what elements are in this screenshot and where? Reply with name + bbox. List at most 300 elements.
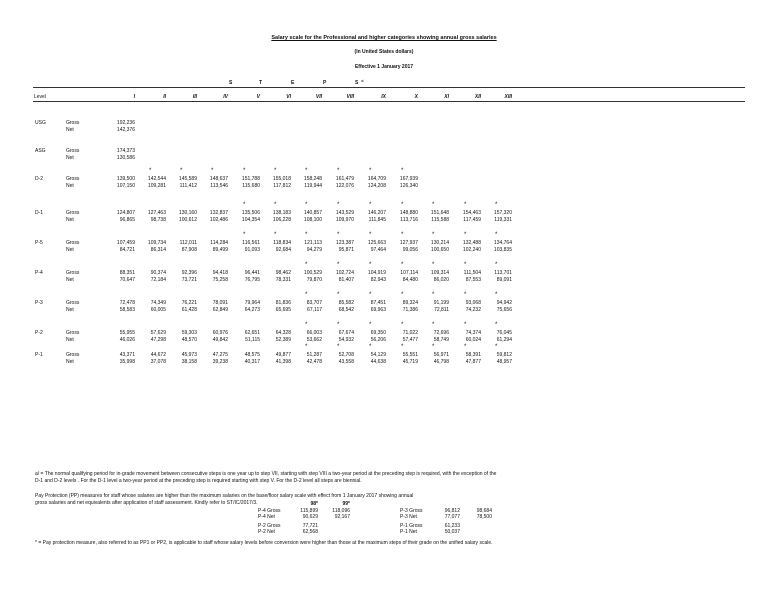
- net-label: Net: [66, 337, 74, 343]
- gross-salary-cell: 151,788: [241, 176, 260, 182]
- gross-salary-cell: 54,129: [370, 352, 386, 358]
- gross-salary-cell: 132,488: [462, 240, 481, 246]
- asterisk-marker: *: [432, 344, 435, 350]
- net-salary-cell: 56,206: [370, 337, 386, 343]
- pp-gross-cell: 115,899: [300, 508, 318, 514]
- asterisk-marker: *: [149, 168, 152, 174]
- asterisk-marker: *: [305, 322, 308, 328]
- pp-gross-cell: 77,721: [302, 523, 318, 529]
- gross-salary-cell: 52,708: [338, 352, 354, 358]
- net-salary-cell: 78,331: [275, 277, 291, 283]
- step-numeral: X: [414, 94, 418, 100]
- net-salary-cell: 117,459: [463, 217, 481, 223]
- gross-salary-cell: 79,964: [244, 300, 260, 306]
- asterisk-marker: *: [369, 262, 372, 268]
- asterisk-marker: *: [432, 292, 435, 298]
- gross-salary-cell: 74,374: [465, 330, 481, 336]
- gross-salary-cell: 140,857: [303, 210, 322, 216]
- level-label: P-2: [35, 330, 43, 336]
- gross-salary-cell: 71,022: [402, 330, 418, 336]
- gross-salary-cell: 48,575: [244, 352, 260, 358]
- net-salary-cell: 47,877: [465, 359, 481, 365]
- pay-protection-footnote: * = Pay protection measure, also referred to as PP1 or PP2, is applicable to staff whose salary levels before conversion were higher than those at the maximum steps of their grade on the unified salary scale.: [35, 540, 493, 546]
- pp-gross-cell: 118,096: [332, 508, 350, 514]
- step-numeral: IV: [223, 94, 228, 100]
- net-label: Net: [66, 359, 74, 365]
- asterisk-marker: *: [274, 202, 277, 208]
- pp-gross-label: P-4 Gross: [258, 508, 281, 514]
- gross-salary-cell: 49,877: [275, 352, 291, 358]
- net-salary-cell: 89,499: [212, 247, 228, 253]
- gross-salary-cell: 132,837: [209, 210, 228, 216]
- gross-salary-cell: 111,504: [463, 270, 481, 276]
- net-salary-cell: 79,870: [306, 277, 322, 283]
- gross-salary-cell: 155,018: [272, 176, 291, 182]
- pp-net-label: P-3 Net: [400, 514, 417, 520]
- pp-net-label: P-4 Net: [258, 514, 275, 520]
- net-salary-cell: 115,680: [242, 183, 260, 189]
- asterisk-marker: *: [305, 168, 308, 174]
- asterisk-marker: *: [495, 232, 498, 238]
- asterisk-marker: *: [464, 262, 467, 268]
- gross-salary-cell: 102,724: [335, 270, 354, 276]
- net-salary-cell: 65,695: [275, 307, 291, 313]
- gross-salary-cell: 69,350: [370, 330, 386, 336]
- table-header-rule: [33, 101, 745, 102]
- net-salary-cell: 97,464: [370, 247, 386, 253]
- net-salary-cell: 113,546: [210, 183, 228, 189]
- gross-salary-cell: 76,045: [496, 330, 512, 336]
- step-numeral: IX: [381, 94, 386, 100]
- step-numeral: I: [133, 94, 135, 100]
- net-salary-cell: 44,638: [370, 359, 386, 365]
- step-numeral: VII: [315, 94, 322, 100]
- gross-salary-cell: 59,303: [181, 330, 197, 336]
- net-salary-cell: 37,078: [150, 359, 166, 365]
- net-salary-cell: 53,662: [306, 337, 322, 343]
- net-salary-cell: 57,477: [402, 337, 418, 343]
- pp-gross-cell: 96,812: [444, 508, 460, 514]
- steps-letter: E: [291, 80, 295, 86]
- gross-salary-cell: 148,880: [399, 210, 418, 216]
- level-label: D-2: [35, 176, 44, 182]
- asterisk-marker: *: [401, 322, 404, 328]
- net-label: Net: [66, 247, 74, 253]
- gross-salary-cell: 164,709: [367, 176, 386, 182]
- net-salary-cell: 73,721: [181, 277, 197, 283]
- asterisk-marker: *: [495, 292, 498, 298]
- gross-salary-cell: 43,371: [119, 352, 135, 358]
- net-salary-cell: 103,835: [493, 247, 512, 253]
- gross-salary-cell: 124,807: [116, 210, 135, 216]
- net-salary-cell: 111,412: [179, 183, 197, 189]
- net-salary-cell: 108,100: [303, 217, 322, 223]
- gross-salary-cell: 85,582: [338, 300, 354, 306]
- gross-salary-cell: 58,391: [465, 352, 481, 358]
- gross-salary-cell: 134,764: [493, 240, 512, 246]
- step-numeral: II: [163, 94, 166, 100]
- gross-salary-cell: 104,919: [367, 270, 386, 276]
- net-salary-cell: 122,076: [335, 183, 354, 189]
- net-salary-cell: 60,005: [150, 307, 166, 313]
- net-salary-cell: 124,208: [367, 183, 386, 189]
- net-salary-cell: 52,389: [275, 337, 291, 343]
- gross-salary-cell: 47,275: [212, 352, 228, 358]
- gross-salary-cell: 167,939: [399, 176, 418, 182]
- asterisk-marker: *: [464, 344, 467, 350]
- net-salary-cell: 45,719: [402, 359, 418, 365]
- net-salary-cell: 62,849: [212, 307, 228, 313]
- gross-salary-cell: 145,589: [178, 176, 197, 182]
- net-salary-cell: 95,871: [338, 247, 354, 253]
- gross-salary-cell: 142,544: [147, 176, 166, 182]
- net-salary-cell: 71,386: [402, 307, 418, 313]
- asterisk-marker: *: [369, 322, 372, 328]
- net-salary-cell: 91,093: [244, 247, 260, 253]
- net-salary-cell: 104,354: [241, 217, 260, 223]
- level-label: D-1: [35, 210, 44, 216]
- asterisk-marker: *: [495, 322, 498, 328]
- gross-salary-cell: 125,663: [367, 240, 386, 246]
- gross-salary-cell: 192,236: [116, 120, 135, 126]
- net-salary-cell: 68,542: [338, 307, 354, 313]
- gross-salary-cell: 59,812: [496, 352, 512, 358]
- gross-salary-cell: 113,701: [494, 270, 512, 276]
- asterisk-marker: *: [305, 262, 308, 268]
- net-salary-cell: 42,478: [306, 359, 322, 365]
- net-salary-cell: 82,943: [370, 277, 386, 283]
- steps-letter: S: [355, 80, 359, 86]
- gross-label: Gross: [66, 176, 80, 182]
- net-salary-cell: 35,998: [119, 359, 135, 365]
- step-numeral: XI: [444, 94, 449, 100]
- pp-net-cell: 90,629: [302, 514, 318, 520]
- gross-salary-cell: 146,207: [367, 210, 386, 216]
- asterisk-marker: *: [432, 322, 435, 328]
- asterisk-marker: *: [337, 202, 340, 208]
- gross-salary-cell: 51,287: [306, 352, 322, 358]
- net-salary-cell: 74,232: [465, 307, 481, 313]
- step-numeral: VIII: [346, 94, 354, 100]
- gross-salary-cell: 94,418: [212, 270, 228, 276]
- net-salary-cell: 109,281: [147, 183, 166, 189]
- level-label: ASG: [35, 148, 46, 154]
- gross-salary-cell: 118,834: [273, 240, 291, 246]
- net-salary-cell: 111,845: [368, 217, 386, 223]
- gross-salary-cell: 93,068: [465, 300, 481, 306]
- gross-salary-cell: 56,971: [433, 352, 449, 358]
- gross-salary-cell: 174,373: [116, 148, 135, 154]
- net-label: Net: [66, 277, 74, 283]
- gross-salary-cell: 89,324: [402, 300, 418, 306]
- net-salary-cell: 61,428: [181, 307, 197, 313]
- asterisk-marker: *: [211, 168, 214, 174]
- gross-salary-cell: 130,214: [430, 240, 449, 246]
- note-line: Pay Protection (PP) measures for staff whose salaries are higher than the maximum salaries on the base/floor salary scale with effect from 1 January 2017 showing annual: [35, 493, 414, 499]
- gross-salary-cell: 55,551: [402, 352, 418, 358]
- asterisk-marker: *: [495, 344, 498, 350]
- asterisk-marker: *: [464, 232, 467, 238]
- gross-salary-cell: 45,973: [181, 352, 197, 358]
- net-salary-cell: 60,024: [465, 337, 481, 343]
- asterisk-marker: *: [274, 168, 277, 174]
- net-salary-cell: 81,407: [338, 277, 354, 283]
- note-line: D-1 and D-2 levels . For the D-1 level a two-year period at the preceding step is required starting with step V. For the D-2 level all steps are biennial.: [35, 478, 362, 484]
- pp-step-header: 99*: [342, 501, 350, 507]
- asterisk-marker: *: [401, 292, 404, 298]
- net-salary-cell: 54,932: [338, 337, 354, 343]
- net-label: Net: [66, 127, 74, 133]
- net-salary-cell: 75,656: [496, 307, 512, 313]
- gross-salary-cell: 74,349: [150, 300, 166, 306]
- net-salary-cell: 107,150: [116, 183, 135, 189]
- pp-net-cell: 78,500: [476, 514, 492, 520]
- gross-label: Gross: [66, 210, 80, 216]
- net-salary-cell: 106,228: [272, 217, 291, 223]
- gross-salary-cell: 109,734: [147, 240, 166, 246]
- asterisk-marker: *: [369, 292, 372, 298]
- asterisk-marker: *: [432, 202, 435, 208]
- net-salary-cell: 76,795: [244, 277, 260, 283]
- net-label: Net: [66, 155, 74, 161]
- asterisk-marker: *: [369, 344, 372, 350]
- asterisk-marker: *: [495, 262, 498, 268]
- effective-date: Effective 1 January 2017: [354, 64, 414, 70]
- net-salary-cell: 48,957: [496, 359, 512, 365]
- asterisk-marker: *: [243, 168, 246, 174]
- gross-salary-cell: 139,500: [116, 176, 135, 182]
- gross-salary-cell: 123,387: [335, 240, 354, 246]
- asterisk-marker: *: [495, 202, 498, 208]
- net-label: Net: [66, 217, 74, 223]
- net-salary-cell: 96,865: [119, 217, 135, 223]
- asterisk-marker: *: [464, 202, 467, 208]
- step-numeral: VI: [286, 94, 291, 100]
- gross-salary-cell: 98,462: [275, 270, 291, 276]
- level-label: USG: [35, 120, 46, 126]
- step-numeral: XIII: [504, 94, 512, 100]
- pp-step-header: 98*: [310, 501, 318, 507]
- pp-net-cell: 92,167: [334, 514, 350, 520]
- pp-gross-label: P-3 Gross: [400, 508, 423, 514]
- step-numeral: V: [256, 94, 260, 100]
- asterisk-marker: *: [305, 232, 308, 238]
- gross-salary-cell: 62,651: [244, 330, 260, 336]
- gross-label: Gross: [66, 270, 80, 276]
- gross-salary-cell: 44,672: [150, 352, 166, 358]
- net-salary-cell: 102,240: [462, 247, 481, 253]
- asterisk-marker: *: [432, 262, 435, 268]
- net-salary-cell: 47,298: [150, 337, 166, 343]
- gross-salary-cell: 148,637: [209, 176, 228, 182]
- gross-salary-cell: 154,463: [462, 210, 481, 216]
- gross-salary-cell: 116,561: [242, 240, 260, 246]
- net-salary-cell: 87,908: [181, 247, 197, 253]
- level-label: P-4: [35, 270, 43, 276]
- net-salary-cell: 100,612: [178, 217, 197, 223]
- net-salary-cell: 98,738: [150, 217, 166, 223]
- asterisk-marker: *: [305, 202, 308, 208]
- steps-letter: T: [259, 80, 263, 86]
- pp-net-label: P-1 Net: [400, 529, 417, 535]
- pp-gross-cell: 61,233: [444, 523, 460, 529]
- pp-gross-cell: 98,684: [476, 508, 492, 514]
- net-salary-cell: 58,583: [119, 307, 135, 313]
- gross-salary-cell: 64,328: [275, 330, 291, 336]
- asterisk-marker: *: [464, 322, 467, 328]
- net-salary-cell: 61,294: [496, 337, 512, 343]
- net-label: Net: [66, 307, 74, 313]
- gross-salary-cell: 112,011: [179, 240, 197, 246]
- net-salary-cell: 67,117: [307, 307, 322, 313]
- asterisk-marker: *: [337, 292, 340, 298]
- note-line: gross salaries and net equivalents after application of staff assessment. Kindly refer to ST/IC/2017/3.: [35, 500, 258, 506]
- steps-letter: P: [323, 80, 327, 86]
- asterisk-marker: *: [337, 232, 340, 238]
- gross-label: Gross: [66, 120, 80, 126]
- asterisk-marker: *: [369, 202, 372, 208]
- pp-net-label: P-2 Net: [258, 529, 275, 535]
- net-salary-cell: 46,798: [433, 359, 449, 365]
- gross-salary-cell: 127,937: [399, 240, 418, 246]
- gross-salary-cell: 76,221: [181, 300, 197, 306]
- pp-net-cell: 77,077: [444, 514, 460, 520]
- gross-salary-cell: 107,114: [400, 270, 418, 276]
- net-salary-cell: 51,115: [245, 337, 260, 343]
- currency-subtitle: (In United States dollars): [354, 49, 414, 55]
- gross-label: Gross: [66, 148, 80, 154]
- asterisk-marker: *: [274, 232, 277, 238]
- gross-salary-cell: 100,529: [303, 270, 322, 276]
- gross-salary-cell: 81,836: [275, 300, 291, 306]
- pp-gross-label: P-1 Gross: [400, 523, 423, 529]
- pp-net-cell: 50,037: [444, 529, 460, 535]
- gross-salary-cell: 88,351: [119, 270, 135, 276]
- gross-salary-cell: 66,003: [306, 330, 322, 336]
- asterisk-marker: *: [369, 168, 372, 174]
- net-salary-cell: 92,684: [275, 247, 291, 253]
- step-numeral: XII: [474, 94, 481, 100]
- net-salary-cell: 113,716: [400, 217, 418, 223]
- net-salary-cell: 41,398: [275, 359, 291, 365]
- net-salary-cell: 117,812: [273, 183, 291, 189]
- asterisk-marker: *: [369, 232, 372, 238]
- gross-salary-cell: 158,248: [303, 176, 322, 182]
- net-salary-cell: 48,570: [181, 337, 197, 343]
- asterisk-marker: *: [401, 202, 404, 208]
- gross-salary-cell: 130,160: [178, 210, 197, 216]
- net-salary-cell: 43,558: [338, 359, 354, 365]
- pp-net-cell: 62,568: [302, 529, 318, 535]
- net-salary-cell: 39,238: [212, 359, 228, 365]
- pp-gross-label: P-2 Gross: [258, 523, 281, 529]
- gross-salary-cell: 60,976: [212, 330, 228, 336]
- gross-salary-cell: 94,942: [496, 300, 512, 306]
- gross-salary-cell: 96,441: [244, 270, 260, 276]
- gross-salary-cell: 90,374: [150, 270, 166, 276]
- asterisk-marker: *: [305, 344, 308, 350]
- gross-salary-cell: 72,478: [119, 300, 135, 306]
- asterisk-marker: *: [337, 322, 340, 328]
- net-salary-cell: 46,026: [119, 337, 135, 343]
- net-salary-cell: 58,749: [433, 337, 449, 343]
- asterisk-marker: *: [401, 344, 404, 350]
- asterisk-marker: *: [464, 292, 467, 298]
- gross-salary-cell: 151,648: [430, 210, 449, 216]
- gross-label: Gross: [66, 240, 80, 246]
- asterisk-marker: *: [401, 168, 404, 174]
- asterisk-marker: *: [243, 232, 246, 238]
- net-salary-cell: 109,970: [335, 217, 354, 223]
- net-salary-cell: 84,721: [119, 247, 135, 253]
- gross-salary-cell: 135,506: [241, 210, 260, 216]
- net-salary-cell: 86,020: [433, 277, 449, 283]
- table-top-rule: [33, 87, 745, 88]
- gross-salary-cell: 109,314: [430, 270, 449, 276]
- net-salary-cell: 70,647: [119, 277, 135, 283]
- net-salary-cell: 99,056: [402, 247, 418, 253]
- gross-salary-cell: 127,463: [147, 210, 166, 216]
- asterisk-marker: *: [337, 168, 340, 174]
- level-label: P-5: [35, 240, 43, 246]
- gross-salary-cell: 87,451: [370, 300, 386, 306]
- gross-salary-cell: 138,183: [272, 210, 291, 216]
- asterisk-marker: *: [337, 344, 340, 350]
- asterisk-marker: *: [337, 262, 340, 268]
- gross-salary-cell: 67,674: [338, 330, 354, 336]
- net-salary-cell: 119,331: [494, 217, 512, 223]
- net-salary-cell: 87,553: [465, 277, 481, 283]
- net-salary-cell: 84,480: [402, 277, 418, 283]
- gross-salary-cell: 57,629: [150, 330, 166, 336]
- net-salary-cell: 72,184: [150, 277, 166, 283]
- asterisk-marker: *: [432, 232, 435, 238]
- gross-label: Gross: [66, 330, 80, 336]
- gross-salary-cell: 83,707: [306, 300, 322, 306]
- asterisk-marker: *: [243, 202, 246, 208]
- step-numeral: III: [192, 94, 197, 100]
- net-salary-cell: 130,586: [116, 155, 135, 161]
- gross-salary-cell: 143,529: [335, 210, 354, 216]
- net-salary-cell: 119,944: [304, 183, 322, 189]
- gross-salary-cell: 78,091: [212, 300, 228, 306]
- asterisk-marker: *: [401, 232, 404, 238]
- net-salary-cell: 89,091: [496, 277, 512, 283]
- level-label: P-1: [35, 352, 43, 358]
- gross-salary-cell: 91,199: [433, 300, 449, 306]
- gross-salary-cell: 114,284: [210, 240, 228, 246]
- net-salary-cell: 64,273: [244, 307, 260, 313]
- asterisk-marker: *: [180, 168, 183, 174]
- steps-footnote-marker: a/: [361, 79, 364, 83]
- net-salary-cell: 38,158: [181, 359, 197, 365]
- net-salary-cell: 72,811: [434, 307, 449, 313]
- asterisk-marker: *: [305, 292, 308, 298]
- gross-salary-cell: 161,479: [335, 176, 354, 182]
- net-salary-cell: 126,340: [399, 183, 418, 189]
- page-title: Salary scale for the Professional and higher categories showing annual gross salaries: [271, 35, 497, 41]
- gross-label: Gross: [66, 300, 80, 306]
- gross-salary-cell: 92,396: [181, 270, 197, 276]
- gross-salary-cell: 72,696: [433, 330, 449, 336]
- gross-salary-cell: 157,320: [493, 210, 512, 216]
- net-salary-cell: 94,279: [306, 247, 322, 253]
- net-salary-cell: 86,314: [150, 247, 166, 253]
- net-label: Net: [66, 183, 74, 189]
- net-salary-cell: 69,963: [370, 307, 386, 313]
- gross-salary-cell: 55,955: [119, 330, 135, 336]
- net-salary-cell: 115,588: [431, 217, 449, 223]
